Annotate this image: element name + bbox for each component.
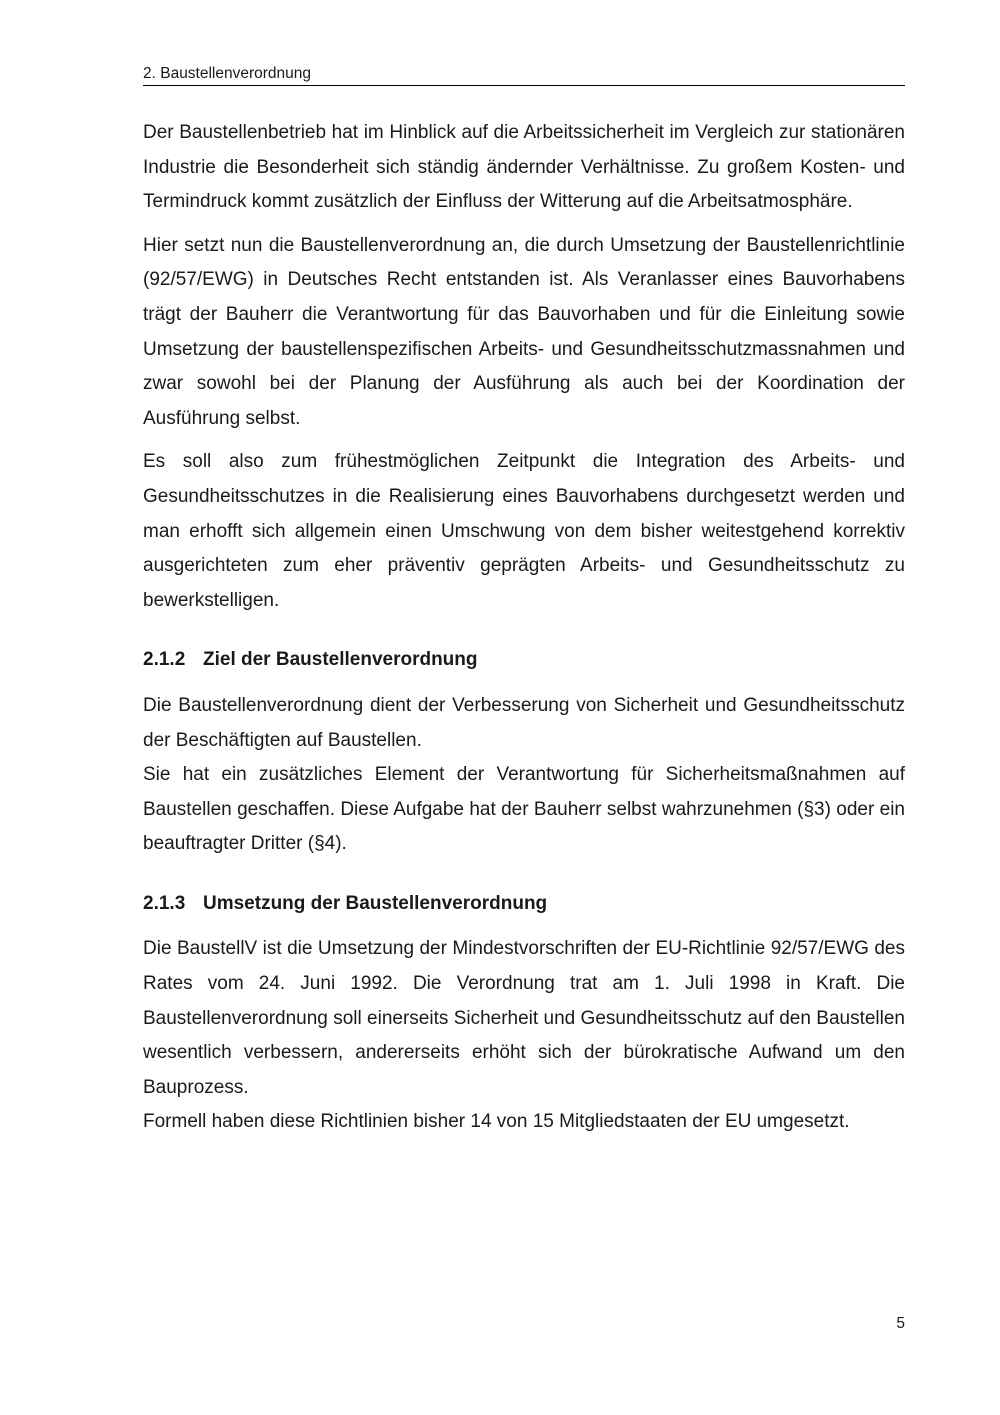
body-paragraph: Der Baustellenbetrieb hat im Hinblick auf die Arbeitssicherheit im Vergleich zur stationären Industrie die Besonderheit sich ständig ändernder Verhältnisse. Zu großem Kosten- und Termindruck kommt zusätzlich der Einfluss der Witterung auf die Arbeitsatmosphäre. [143,122,905,213]
section-title: Ziel der Baustellenverordnung [203,649,478,671]
section-heading-2-1-3 [143,887,905,922]
section-heading-2-1-2 [143,643,905,678]
section-title: Umsetzung der Baustellenverordnung [203,892,548,914]
body-paragraph: Es soll also zum frühestmöglichen Zeitpunkt die Integration des Arbeits- und Gesundheitsschutzes in die Realisierung eines Bauvorhabens durchgesetzt werden und man erhofft sich allgemein einen Umschwung von dem bisher weitestgehend korrektiv ausgerichteten zum eher präventiv geprägten Arbeits- und Gesundheitsschutz zu bewerkstelligen. [143,451,905,611]
body-paragraph: Hier setzt nun die Baustellenverordnung an, die durch Umsetzung der Baustellenrichtlinie (92/57/EWG) in Deutsches Recht entstanden ist. Als Veranlasser eines Bauvorhabens trägt der Bauherr die Verantwortung für das Bauvorhaben und für die Einleitung sowie Umsetzung der baustellenspezifischen Arbeits- und Gesundheitsschutzmassnahmen und zwar sowohl bei der Planung der Ausführung als auch bei der Koordination der Ausführung selbst. [143,234,905,429]
body-paragraph: Formell haben diese Richtlinien bisher 14 von 15 Mitgliedstaaten der EU umgesetzt. [143,1111,850,1133]
body-paragraph: Die BaustellV ist die Umsetzung der Mindestvorschriften der EU-Richtlinie 92/57/EWG des Rates vom 24. Juni 1992. Die Verordnung trat am 1. Juli 1998 in Kraft. Die Baustellenverordnung soll einerseits Sicherheit und Gesundheitsschutz auf den Baustellen wesentlich verbessern, andererseits erhöht sich der bürokratische Aufwand um den Bauprozess. [143,938,905,1098]
section-number: 2.1.3 [143,892,186,914]
section-number: 2.1.2 [143,649,186,671]
page-number: 5 [896,1315,905,1332]
body-paragraph: Sie hat ein zusätzliches Element der Verantwortung für Sicherheitsmaßnahmen auf Baustellen geschaffen. Diese Aufgabe hat der Bauherr selbst wahrzunehmen (§3) oder ein beauftragter Dritter (§4). [143,764,905,855]
body-paragraph: Die Baustellenverordnung dient der Verbesserung von Sicherheit und Gesundheitsschutz der Beschäftigten auf Baustellen. [143,694,905,751]
page-content [143,116,905,1140]
running-header: 2. Baustellenverordnung [143,64,905,86]
